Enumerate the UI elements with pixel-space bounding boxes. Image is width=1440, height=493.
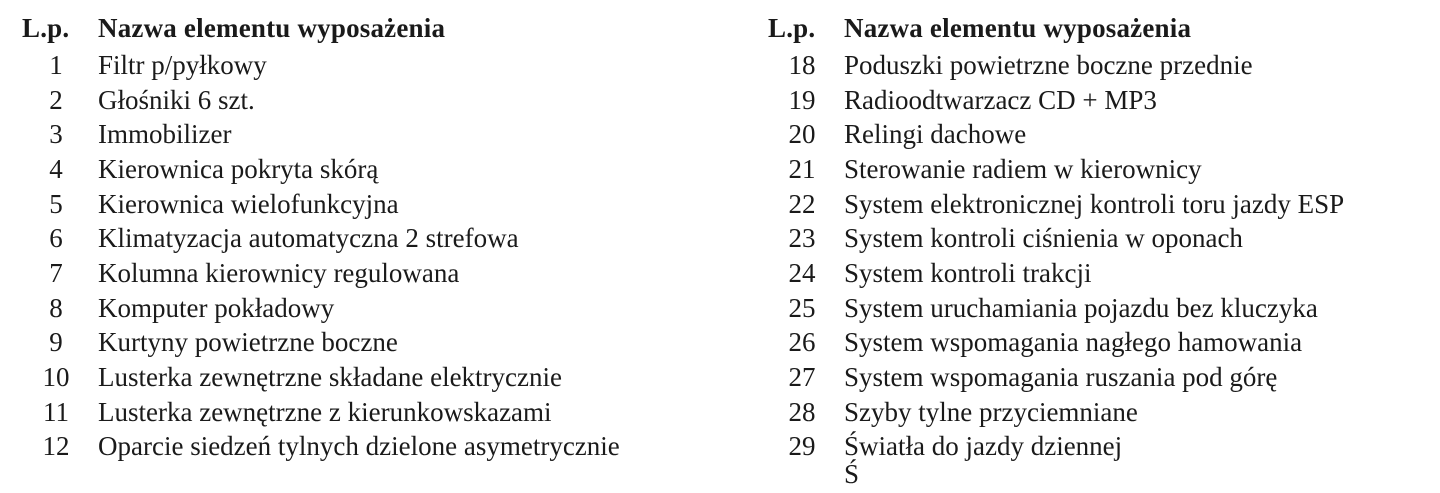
row-number: 4 <box>49 153 63 184</box>
row-equipment-name: System wspomagania nagłego hamowania <box>844 327 1303 358</box>
table-row <box>768 395 1428 430</box>
table-body-left <box>22 48 722 464</box>
equipment-table-left <box>22 8 722 464</box>
row-number: 27 <box>788 362 816 393</box>
row-number: 8 <box>49 292 63 323</box>
table-row <box>768 48 1428 83</box>
row-equipment-name: Poduszki powietrzne boczne przednie <box>844 49 1253 80</box>
row-number: 2 <box>49 84 63 115</box>
row-equipment-name: System wspomagania ruszania pod górę <box>844 362 1278 393</box>
table-row <box>768 256 1428 291</box>
row-number: 28 <box>788 396 816 427</box>
row-number: 11 <box>43 396 69 427</box>
table-header <box>22 8 722 48</box>
row-number: 22 <box>788 188 816 219</box>
table-row <box>22 221 722 256</box>
table-row <box>22 360 722 395</box>
row-number: 19 <box>788 84 816 115</box>
row-equipment-name: Sterowanie radiem w kierownicy <box>844 153 1202 184</box>
header-lp: L.p. <box>22 12 70 43</box>
row-number: 24 <box>788 257 816 288</box>
row-equipment-name: Lusterka zewnętrzne z kierunkowskazami <box>98 396 552 427</box>
table-row <box>768 187 1428 222</box>
row-equipment-name: System kontroli ciśnienia w oponach <box>844 223 1243 254</box>
row-equipment-name: Kurtyny powietrzne boczne <box>98 327 398 358</box>
row-number: 25 <box>788 292 816 323</box>
header-name: Nazwa elementu wyposażenia <box>98 12 446 43</box>
row-equipment-name: Filtr p/pyłkowy <box>98 49 267 80</box>
row-number: 29 <box>788 431 816 462</box>
row-number: 9 <box>49 327 63 358</box>
row-equipment-name: Oparcie siedzeń tylnych dzielone asymetrycznie <box>98 431 620 462</box>
row-equipment-name: Kierownica wielofunkcyjna <box>98 188 399 219</box>
row-equipment-name: Radioodtwarzacz CD + MP3 <box>844 84 1157 115</box>
row-equipment-name: System uruchamiania pojazdu bez kluczyka <box>844 292 1318 323</box>
row-equipment-name: Immobilizer <box>98 119 232 150</box>
table-row <box>22 326 722 361</box>
row-number: 20 <box>788 119 816 150</box>
table-row <box>22 291 722 326</box>
row-equipment-name: Komputer pokładowy <box>98 292 335 323</box>
row-equipment-name: Głośniki 6 szt. <box>98 84 255 115</box>
table-row <box>22 187 722 222</box>
header-name: Nazwa elementu wyposażenia <box>844 12 1192 43</box>
table-row-partial <box>768 459 1428 493</box>
table-row <box>22 117 722 152</box>
table-row <box>768 83 1428 118</box>
header-lp: L.p. <box>768 12 816 43</box>
table-row <box>768 360 1428 395</box>
row-number: 5 <box>49 188 63 219</box>
row-number: 1 <box>49 49 63 80</box>
row-equipment-name: System kontroli trakcji <box>844 257 1092 288</box>
table-row <box>22 256 722 291</box>
row-number: 10 <box>42 362 70 393</box>
row-number: 23 <box>788 223 816 254</box>
table-row <box>768 221 1428 256</box>
table-row <box>22 83 722 118</box>
equipment-table-right <box>768 8 1428 464</box>
row-number: 12 <box>42 431 70 462</box>
table-header <box>768 8 1428 48</box>
table-row <box>768 326 1428 361</box>
row-equipment-name: Szyby tylne przyciemniane <box>844 396 1138 427</box>
row-equipment-name: System elektronicznej kontroli toru jazdy ESP <box>844 188 1345 219</box>
table-row <box>768 152 1428 187</box>
row-number: 26 <box>788 327 816 358</box>
row-equipment-name: Kolumna kierownicy regulowana <box>98 257 460 288</box>
row-equipment-name: Światła do jazdy dziennej <box>844 431 1123 462</box>
table-row <box>22 48 722 83</box>
row-equipment-name: Ś <box>844 459 860 489</box>
table-row <box>22 430 722 465</box>
row-number: 21 <box>788 153 816 184</box>
table-row <box>768 117 1428 152</box>
table-body-right <box>768 48 1428 464</box>
row-number: 3 <box>49 119 63 150</box>
table-row <box>22 152 722 187</box>
table-row <box>22 395 722 430</box>
row-equipment-name: Lusterka zewnętrzne składane elektrycznie <box>98 362 562 393</box>
row-equipment-name: Klimatyzacja automatyczna 2 strefowa <box>98 223 519 254</box>
row-number: 18 <box>788 49 816 80</box>
row-number: 6 <box>49 223 63 254</box>
row-equipment-name: Kierownica pokryta skórą <box>98 153 379 184</box>
row-equipment-name: Relingi dachowe <box>844 119 1027 150</box>
row-number: 7 <box>49 257 63 288</box>
table-row <box>768 291 1428 326</box>
